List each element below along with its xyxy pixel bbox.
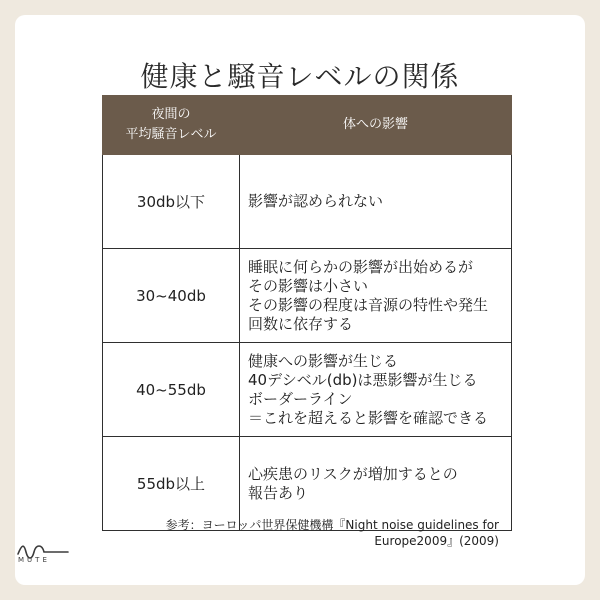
noise-level-cell: 30~40db [103, 249, 240, 343]
noise-level-cell: 30db以下 [103, 155, 240, 249]
impact-cell [240, 155, 512, 249]
impact-line: 報告あり [248, 483, 309, 502]
impact-cell [240, 343, 512, 437]
page-title: 健康と騒音レベルの関係 [140, 60, 460, 93]
header-impact: 体への影響 [240, 96, 512, 155]
impact-line: 影響が認められない [248, 192, 384, 210]
infographic-card [15, 15, 585, 585]
impact-line: 回数に依存する [248, 314, 354, 333]
header-noise-level-line1: 夜間の [151, 107, 191, 122]
noise-level-cell: 55db以上 [103, 437, 240, 531]
impact-line: 健康への影響が生じる [248, 351, 399, 370]
reference-note [166, 517, 499, 549]
impact-line: ボーダーライン [248, 389, 353, 408]
table-row [103, 343, 512, 437]
table-row [103, 155, 512, 249]
impact-line: ＝これを超えると影響を確認できる [248, 408, 489, 427]
table-header-row [103, 96, 512, 155]
noise-level-cell: 40~55db [103, 343, 240, 437]
impact-line: その影響の程度は音源の特性や発生 [248, 295, 489, 314]
impact-line: 40デシベル(db)は悪影響が生じる [248, 370, 478, 389]
impact-line: その影響は小さい [248, 276, 369, 295]
reference-line1: 参考：ヨーロッパ世界保健機構『Night noise guidelines for [165, 518, 499, 532]
reference-line2: Europe2009』(2009) [374, 534, 499, 548]
mute-logo-mark [12, 530, 72, 580]
header-noise-level-line2: 平均騒音レベル [125, 127, 217, 142]
noise-health-table [102, 95, 512, 531]
impact-cell [240, 249, 512, 343]
impact-line: 睡眠に何らかの影響が出始めるが [248, 257, 474, 276]
header-noise-level [103, 96, 240, 155]
impact-line: 心疾患のリスクが増加するとの [248, 464, 458, 483]
logo-wordmark: MUTE [18, 556, 50, 564]
table-row [103, 249, 512, 343]
